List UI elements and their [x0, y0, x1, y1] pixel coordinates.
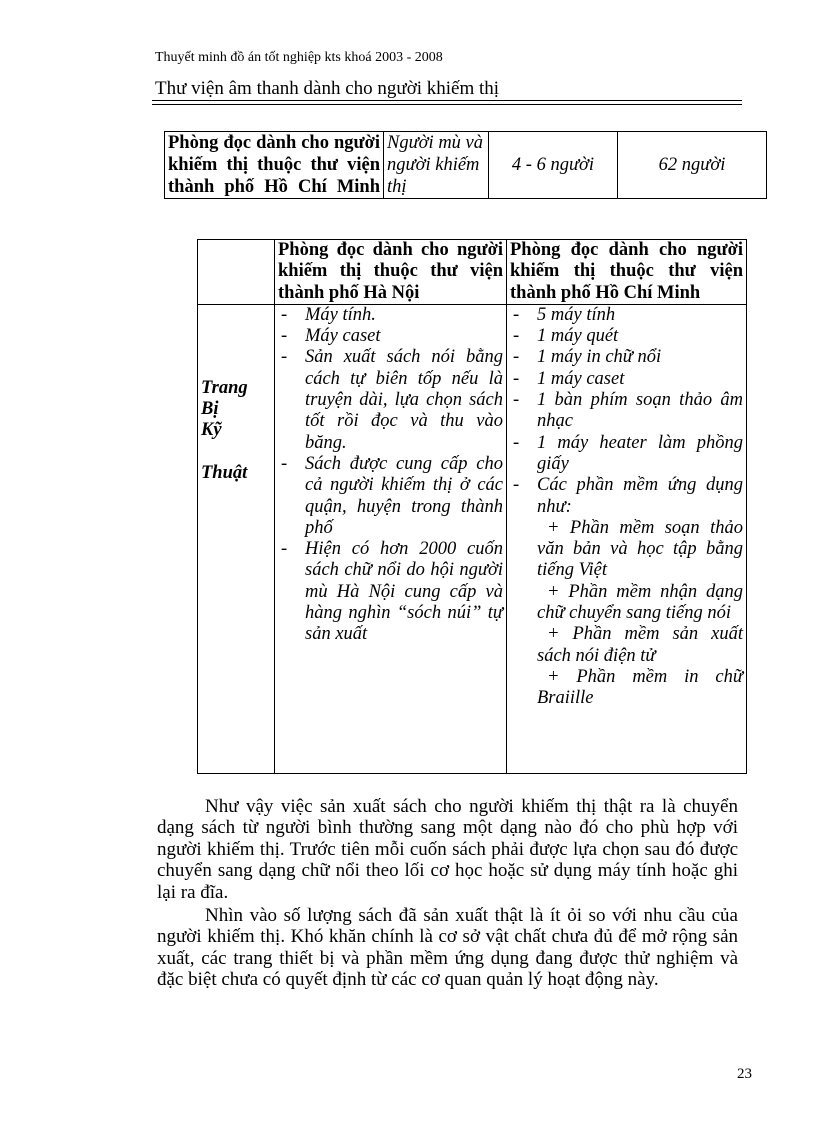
hanoi-equipment-cell [275, 304, 507, 773]
row-label-word: Trang [201, 377, 248, 398]
hcm-equipment-cell [507, 304, 747, 773]
document-header-course: Thuyết minh đồ án tốt nghiệp kts khoá 2003 - 2008 [155, 50, 443, 65]
software-sub-item: + Phần mềm soạn thảo văn bản và học tập bằng tiếng Việt [537, 517, 743, 581]
audience-cell: Người mù và người khiếm thị [384, 132, 489, 199]
hcm-header-cell: Phòng đọc dành cho người khiếm thị thuộc thư viện thành phố Hồ Chí Minh [507, 240, 747, 305]
total-readers-cell: 62 người [618, 132, 767, 199]
hanoi-equipment-list [278, 305, 503, 646]
list-item: - 1 bàn phím soạn thảo âm nhạc [510, 390, 743, 433]
group-size-cell: 4 - 6 người [489, 132, 618, 199]
document-header-title: Thư viện âm thanh dành cho người khiếm thị [155, 78, 500, 99]
row-label-word: Thuật [201, 463, 248, 484]
row-label-word: Bị [201, 399, 219, 420]
software-sub-item: + Phần mềm in chữ Braiille [537, 666, 743, 709]
page-number: 23 [737, 1066, 752, 1082]
row-label-cell [198, 304, 275, 773]
hanoi-header-cell: Phòng đọc dành cho người khiếm thị thuộc thư viện thành phố Hà Nội [275, 240, 507, 305]
table-header-row [198, 240, 747, 305]
table-row [198, 304, 747, 773]
software-sub-item: + Phần mềm nhận dạng chữ chuyển sang tiếng nói [537, 581, 743, 624]
empty-corner-cell [198, 240, 275, 305]
list-item: - Máy tính. [278, 305, 503, 326]
list-item: - Các phần mềm ứng dụng như: [510, 475, 743, 518]
list-item: - Sản xuất sách nói bằng cách tự biên tốp nếu là truyện dài, lựa chọn sách tốt rồi đọc và thu vào băng. [278, 347, 503, 453]
equipment-comparison-table [197, 239, 747, 774]
list-item: - Sách được cung cấp cho cả người khiếm thị ở các quận, huyện trong thành phố [278, 454, 503, 539]
list-item: - 1 máy caset [510, 369, 743, 390]
list-item: - 1 máy quét [510, 326, 743, 347]
list-item: - Máy caset [278, 326, 503, 347]
list-item: - Hiện có hơn 2000 cuốn sách chữ nổi do hội người mù Hà Nội cung cấp và hàng nghìn “sóch núi” tự sản xuất [278, 539, 503, 645]
list-item: - 1 máy heater làm phồng giấy [510, 433, 743, 476]
library-summary-table [164, 131, 767, 199]
hcm-equipment-list [510, 305, 743, 518]
table-row [165, 132, 767, 199]
header-divider [152, 100, 742, 105]
body-paragraph: Như vậy việc sản xuất sách cho người khiếm thị thật ra là chuyển dạng sách từ người bình thường sang một dạng nào đó cho phù hợp với người khiếm thị. Trước tiên mỗi cuốn sách phải được lựa chọn sau đó được chuyển sang dạng chữ nổi theo lối cơ học hoặc sử dụng máy tính hoặc ghi lại ra đĩa. [157, 796, 738, 903]
software-sub-item: + Phần mềm sản xuất sách nói điện tử [537, 624, 743, 666]
row-label-word: Kỹ [201, 420, 222, 441]
list-item: - 1 máy in chữ nổi [510, 347, 743, 368]
library-name-cell: Phòng đọc dành cho người khiếm thị thuộc thư viện thành phố Hồ Chí Minh [165, 132, 384, 199]
list-item: - 5 máy tính [510, 305, 743, 326]
body-paragraph: Nhìn vào số lượng sách đã sản xuất thật là ít ỏi so với nhu cầu của người khiếm thị. Khó khăn chính là cơ sở vật chất chưa đủ để mở rộng sản xuất, các trang thiết bị và phần mềm ứng dụng đang được thử nghiệm và đặc biệt chưa có quyết định từ các cơ quan quản lý hoạt động này. [157, 905, 738, 991]
